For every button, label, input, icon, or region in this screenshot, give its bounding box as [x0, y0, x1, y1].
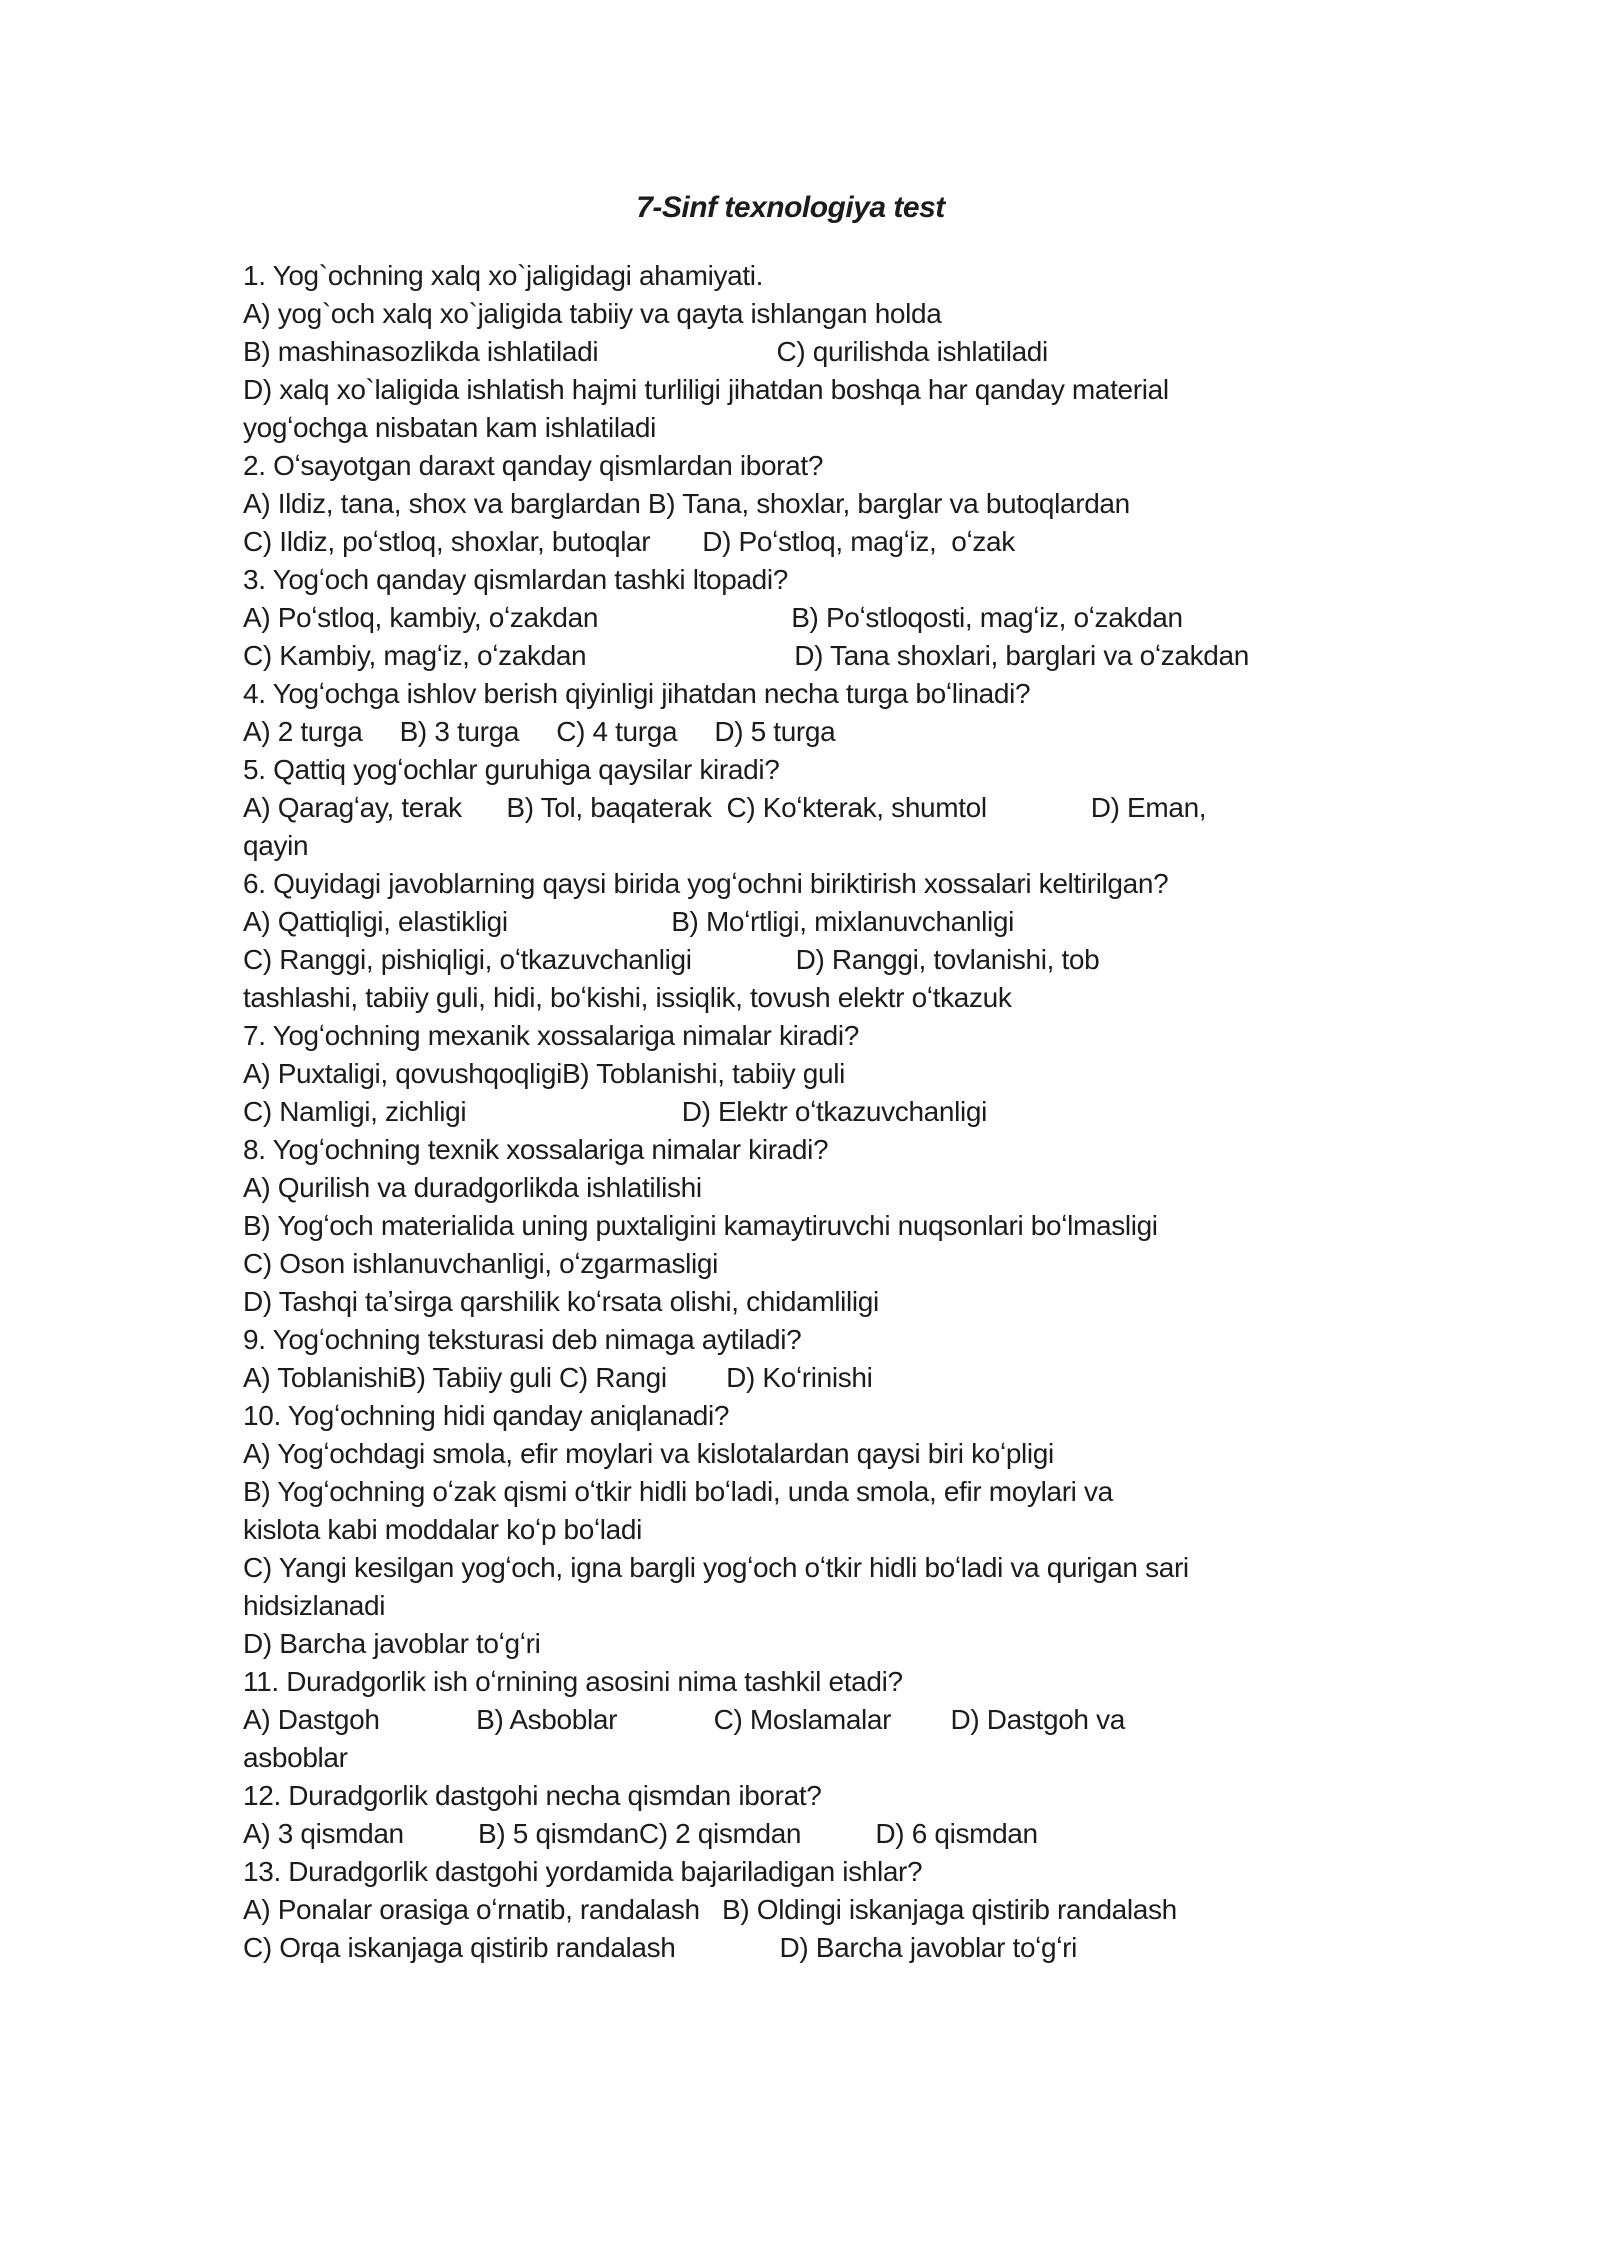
text-line: C) Namligi, zichligi D) Elektr oʻtkazuvchanligi	[243, 1096, 987, 1127]
document-body	[243, 257, 1383, 1967]
text-line: A) Yogʻochdagi smola, efir moylari va kislotalardan qaysi biri koʻpligi	[243, 1438, 1054, 1469]
text-line: C) Ranggi, pishiqligi, oʻtkazuvchanligi D) Ranggi, tovlanishi, tob	[243, 944, 1100, 975]
text-line: 9. Yogʻochning teksturasi deb nimaga aytiladi?	[243, 1324, 802, 1355]
text-line: C) Orqa iskanjaga qistirib randalash D) Barcha javoblar toʻgʻri	[243, 1932, 1077, 1963]
text-line: hidsizlanadi	[243, 1590, 386, 1621]
text-line: A) 2 turga B) 3 turga C) 4 turga D) 5 turga	[243, 716, 836, 747]
text-line: kislota kabi moddalar koʻp boʻladi	[243, 1514, 642, 1545]
text-line: 6. Quyidagi javoblarning qaysi birida yogʻochni biriktirish xossalari keltirilgan?	[243, 868, 1169, 899]
text-line: C) Oson ishlanuvchanligi, oʻzgarmasligi	[243, 1248, 719, 1279]
text-line: A) Qattiqligi, elastikligi B) Moʻrtligi, mixlanuvchanligi	[243, 906, 1014, 937]
text-line: 2. Oʻsayotgan daraxt qanday qismlardan iborat?	[243, 450, 824, 481]
text-line: A) ToblanishiB) Tabiiy guli C) Rangi D) Koʻrinishi	[243, 1362, 873, 1393]
text-line: 4. Yogʻochga ishlov berish qiyinligi jihatdan necha turga boʻlinadi?	[243, 678, 1031, 709]
text-line: qayin	[243, 830, 309, 861]
text-line: 8. Yogʻochning texnik xossalariga nimalar kiradi?	[243, 1134, 829, 1165]
text-line: A) Dastgoh B) Asboblar C) Moslamalar D) Dastgoh va	[243, 1704, 1125, 1735]
text-line: C) Yangi kesilgan yogʻoch, igna bargli yogʻoch oʻtkir hidli boʻladi va qurigan sari	[243, 1552, 1189, 1583]
text-line: A) 3 qismdan B) 5 qismdanC) 2 qismdan D) 6 qismdan	[243, 1818, 1038, 1849]
text-line: asboblar	[243, 1742, 348, 1773]
text-line: 12. Duradgorlik dastgohi necha qismdan iborat?	[243, 1780, 822, 1811]
text-line: A) Poʻstloq, kambiy, oʻzakdan B) Poʻstloqosti, magʻiz, oʻzakdan	[243, 602, 1183, 633]
text-line: D) Barcha javoblar toʻgʻri	[243, 1628, 541, 1659]
text-line: A) Ponalar orasiga oʻrnatib, randalash B) Oldingi iskanjaga qistirib randalash	[243, 1894, 1177, 1925]
text-line: 7. Yogʻochning mexanik xossalariga nimalar kiradi?	[243, 1020, 859, 1051]
text-line: 1. Yog`ochning xalq xo`jaligidagi ahamiyati.	[243, 260, 764, 291]
text-line: 3. Yogʻoch qanday qismlardan tashki ltopadi?	[243, 564, 788, 595]
text-line: 10. Yogʻochning hidi qanday aniqlanadi?	[243, 1400, 730, 1431]
document-title: 7-Sinf texnologiya test	[636, 191, 945, 224]
text-line: D) xalq xo`laligida ishlatish hajmi turliligi jihatdan boshqa har qanday material	[243, 374, 1169, 405]
text-line: 11. Duradgorlik ish oʻrnining asosini nima tashkil etadi?	[243, 1666, 903, 1697]
text-line: A) Qurilish va duradgorlikda ishlatilishi	[243, 1172, 702, 1203]
text-line: 5. Qattiq yogʻochlar guruhiga qaysilar kiradi?	[243, 754, 780, 785]
text-line: B) Yogʻoch materialida uning puxtaligini kamaytiruvchi nuqsonlari boʻlmasligi	[243, 1210, 1158, 1241]
text-line: C) Kambiy, magʻiz, oʻzakdan D) Tana shoxlari, barglari va oʻzakdan	[243, 640, 1249, 671]
text-line: A) yog`och xalq xo`jaligida tabiiy va qayta ishlangan holda	[243, 298, 942, 329]
text-line: A) Ildiz, tana, shox va barglardan B) Tana, shoxlar, barglar va butoqlardan	[243, 488, 1130, 519]
text-line: D) Tashqi taʼsirga qarshilik koʻrsata olishi, chidamliligi	[243, 1286, 879, 1317]
text-line: 13. Duradgorlik dastgohi yordamida bajariladigan ishlar?	[243, 1856, 923, 1887]
text-line: A) Puxtaligi, qovushqoqligiB) Toblanishi, tabiiy guli	[243, 1058, 845, 1089]
text-line: B) Yogʻochning oʻzak qismi oʻtkir hidli boʻladi, unda smola, efir moylari va	[243, 1476, 1113, 1507]
text-line: yogʻochga nisbatan kam ishlatiladi	[243, 412, 657, 443]
text-line: C) Ildiz, poʻstloq, shoxlar, butoqlar D) Poʻstloq, magʻiz, oʻzak	[243, 526, 1015, 557]
text-line: B) mashinasozlikda ishlatiladi C) qurilishda ishlatiladi	[243, 336, 1048, 367]
text-line: tashlashi, tabiiy guli, hidi, boʻkishi, issiqlik, tovush elektr oʻtkazuk	[243, 982, 1012, 1013]
text-line: A) Qaragʻay, terak B) Tol, baqaterak C) Koʻkterak, shumtol D) Eman,	[243, 792, 1207, 823]
